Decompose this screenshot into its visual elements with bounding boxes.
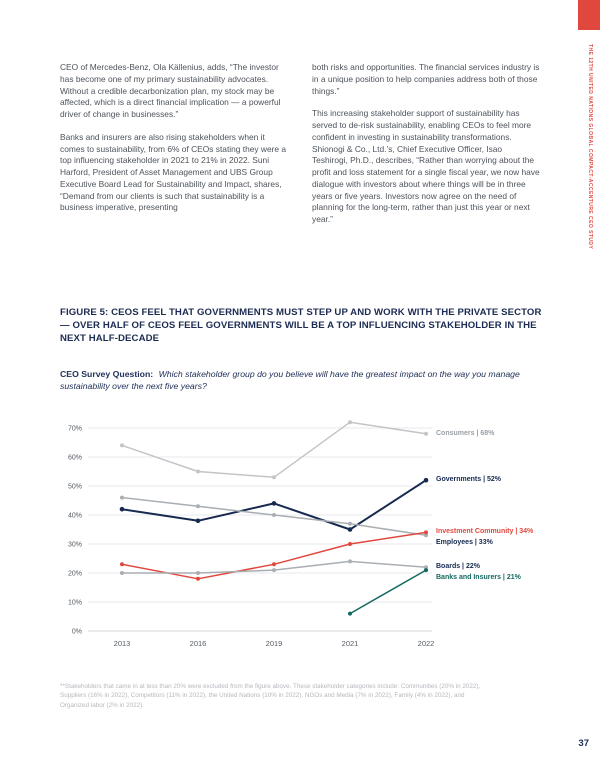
series-end-label-employees: Employees | 33% [436,539,493,547]
body-column-left [60,62,288,225]
data-point-banks-and-insurers [348,612,352,616]
body-column-right [312,62,540,237]
data-point-employees [348,522,352,526]
data-point-employees [120,496,124,500]
data-point-governments [272,501,277,506]
figure-chart [58,420,558,660]
data-point-boards [272,568,276,572]
x-axis-tick-label: 2021 [341,639,359,648]
y-axis-tick-label: 20% [67,570,82,578]
data-point-employees [272,513,276,517]
x-axis-tick-label: 2013 [113,639,131,648]
data-point-employees [196,504,200,508]
series-end-label-banks-and-insurers: Banks and Insurers | 21% [436,574,521,582]
survey-question-label: CEO Survey Question: [60,369,154,379]
series-line-consumers [122,422,426,477]
data-point-boards [196,571,200,575]
series-end-label-boards: Boards | 22% [436,563,480,571]
series-end-label-consumers: Consumers | 68% [436,429,495,437]
series-end-label-investment-community: Investment Community | 34% [436,528,534,536]
y-axis-tick-label: 70% [67,425,82,433]
data-point-investment-community [348,542,352,546]
data-point-investment-community [196,577,200,581]
report-running-title: THE 12TH UNITED NATIONS GLOBAL COMPACT-ACCENTURE CEO STUDY [587,44,593,250]
body-paragraph: This increasing stakeholder support of sustainability has served to de-risk sustainability, enabling CEOs to feel more confident in investing in sustainability transformations. Shionogi & Co., Ltd.’s, Chief Executive Officer, Isao Teshirogi, Ph.D., describes, “Rather than worrying about the profit and loss statement for a single fiscal year, we now have dialogue with investors about where things will be in three years or five years. Investors now agree on the need of planning for the long-term, rather than just this year or next year.” [312,108,540,225]
data-point-banks-and-insurers [424,568,428,572]
page-number: 37 [578,738,589,749]
data-point-governments [424,478,429,483]
figure-title: FIGURE 5: CEOS FEEL THAT GOVERNMENTS MUST STEP UP AND WORK WITH THE PRIVATE SECTOR — OVER HALF OF CEOS FEEL GOVERNMENTS WILL BE A TOP INFLUENCING STAKEHOLDER IN THE NEXT HALF-DECADE [60,307,542,345]
data-point-consumers [272,475,276,479]
body-paragraph: CEO of Mercedes-Benz, Ola Källenius, adds, “The investor has become one of my primary sustainability advocates. Without a credible decarbonization plan, my stock may be affected, which is a direct financial implication — a powerful driver of change in businesses.” [60,62,281,120]
y-axis-tick-label: 30% [67,541,82,549]
x-axis-tick-label: 2019 [265,639,283,648]
data-point-consumers [196,470,200,474]
y-axis-tick-label: 50% [67,483,82,491]
survey-question [60,368,538,392]
y-axis-tick-label: 0% [71,628,82,636]
body-paragraph: both risks and opportunities. The financial services industry is in a unique position to help companies address both of those things.” [312,62,540,96]
data-point-governments [120,507,125,512]
y-axis-tick-label: 10% [67,599,82,607]
data-point-boards [120,571,124,575]
x-axis-tick-label: 2016 [189,639,207,648]
survey-question-text: Which stakeholder group do you believe will have the greatest impact on the way you manage sustainability over the next five years? [60,369,520,392]
data-point-governments [196,519,201,524]
figure-footnote: **Stakeholders that came in at less than 20% were excluded from the figure above. These stakeholder categories include: Communities (20% in 2022), Suppliers (16% in 2022), Competitors (11% in 2022), the United Nations (10% in 2022), NGOs and Media (7% in 2022), Family (4% in 2022), and Organized labor (2% in 2022). [60,683,481,709]
data-point-consumers [348,420,352,424]
data-point-boards [348,559,352,563]
series-line-banks-and-insurers [350,570,426,614]
x-axis-tick-label: 2022 [417,639,435,648]
body-paragraph: Banks and insurers are also rising stakeholders when it comes to sustainability, from 6% of CEOs stating they were a top influencing stakeholder in 2021 to 21% in 2022. Suni Harford, President of Asset Management and UBS Group Executive Board Lead for Sustainability and Impact, shares, “Demand from our clients is such that sustainability is a business imperative, presenting [60,131,287,213]
y-axis-tick-label: 60% [67,454,82,462]
data-point-investment-community [120,562,124,566]
data-point-investment-community [272,562,276,566]
y-axis-tick-label: 40% [67,512,82,520]
data-point-governments [348,527,353,532]
data-point-consumers [120,443,124,447]
corner-accent-block [578,0,600,30]
series-end-label-governments: Governments | 52% [436,476,501,484]
data-point-investment-community [424,530,428,534]
data-point-consumers [424,432,428,436]
chart-series-labels [436,420,558,652]
